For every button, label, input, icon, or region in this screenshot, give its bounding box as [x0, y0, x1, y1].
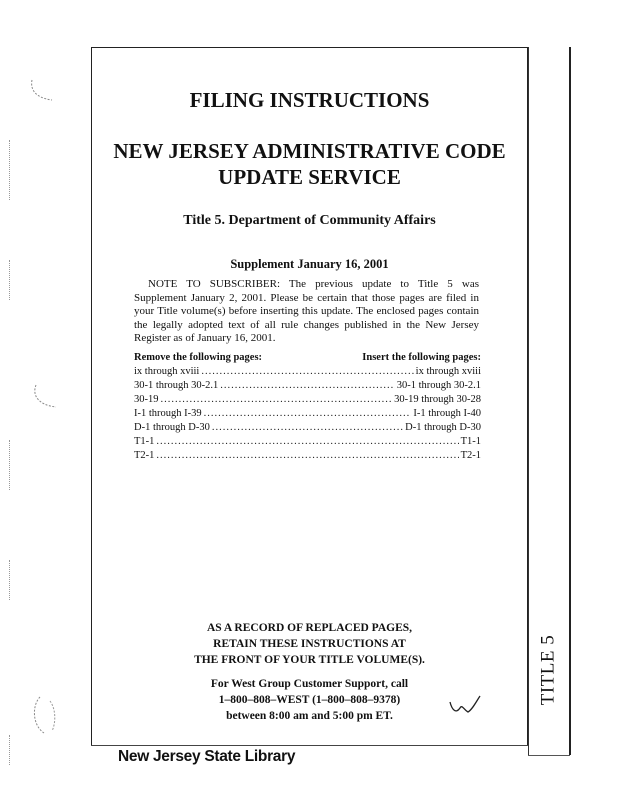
scan-edge-mark	[9, 140, 10, 200]
insert-pages: 30-1 through 30-2.1	[396, 380, 481, 391]
insert-header: Insert the following pages:	[362, 352, 481, 363]
note-body: Supplement January 2, 2001. Please be certain that those pages are filed in your Title volume(s) before inserting this update. The enclosed pages contain the legally adopted text of all rule changes published in the New Jersey Register as of January 16, 2001.	[134, 291, 479, 345]
remove-pages: 30-19	[134, 394, 159, 405]
subscriber-note	[134, 278, 479, 346]
remove-header: Remove the following pages:	[134, 352, 263, 363]
table-row	[134, 365, 481, 379]
insert-pages: ix through xviii	[415, 366, 481, 377]
customer-support: For West Group Customer Support, call 1–800–808–WEST (1–800–808–9378) between 8:00 am and 5:00 pm ET.	[210, 678, 409, 722]
table-row	[134, 379, 481, 393]
table-row	[134, 435, 481, 449]
code-title: NEW JERSEY ADMINISTRATIVE CODE UPDATE SERVICE	[113, 139, 506, 189]
remove-pages: T1-1	[134, 436, 155, 447]
title-tab-label: TITLE 5	[537, 634, 559, 706]
dot-leader	[156, 435, 458, 449]
punch-hole-mark	[30, 383, 62, 413]
punch-hole-mark	[28, 76, 60, 106]
page-border-bottom	[91, 745, 528, 746]
remove-pages: D-1 through D-30	[134, 422, 210, 433]
dot-leader	[156, 449, 458, 463]
insert-pages: I-1 through I-40	[413, 408, 481, 419]
insert-pages: 30-19 through 30-28	[394, 394, 481, 405]
dot-leader	[161, 393, 393, 407]
insert-pages: D-1 through D-30	[405, 422, 481, 433]
retention-notice: AS A RECORD OF REPLACED PAGES, RETAIN THESE INSTRUCTIONS AT THE FRONT OF YOUR TITLE VOLUME(S).	[194, 622, 425, 666]
title-tab-bottom	[528, 755, 570, 756]
table-row	[134, 449, 481, 463]
library-stamp: New Jersey State Library	[118, 748, 296, 765]
dot-leader	[220, 379, 394, 393]
scan-edge-mark	[9, 735, 10, 765]
remove-pages: I-1 through I-39	[134, 408, 202, 419]
scan-edge-mark	[9, 440, 10, 490]
page-replacement-table	[134, 351, 481, 463]
dot-leader	[204, 407, 412, 421]
scan-edge-mark	[9, 560, 10, 600]
remove-pages: T2-1	[134, 450, 155, 461]
insert-pages: T1-1	[460, 436, 481, 447]
table-row	[134, 407, 481, 421]
supplement-date: Supplement January 16, 2001	[230, 257, 389, 271]
scan-edge-mark	[9, 260, 10, 300]
page-title: FILING INSTRUCTIONS	[189, 88, 430, 112]
note-first-line: NOTE TO SUBSCRIBER: The previous update to Title 5 was	[148, 278, 479, 290]
table-row	[134, 421, 481, 435]
remove-pages: ix through xviii	[134, 366, 200, 377]
remove-pages: 30-1 through 30-2.1	[134, 380, 219, 391]
punch-hole-mark	[30, 695, 60, 737]
handwritten-initials-icon	[446, 692, 486, 718]
dot-leader	[212, 421, 403, 435]
dot-leader	[201, 365, 413, 379]
table-row	[134, 393, 481, 407]
insert-pages: T2-1	[460, 450, 481, 461]
title-subheading: Title 5. Department of Community Affairs	[183, 213, 436, 228]
table-header	[134, 351, 481, 365]
